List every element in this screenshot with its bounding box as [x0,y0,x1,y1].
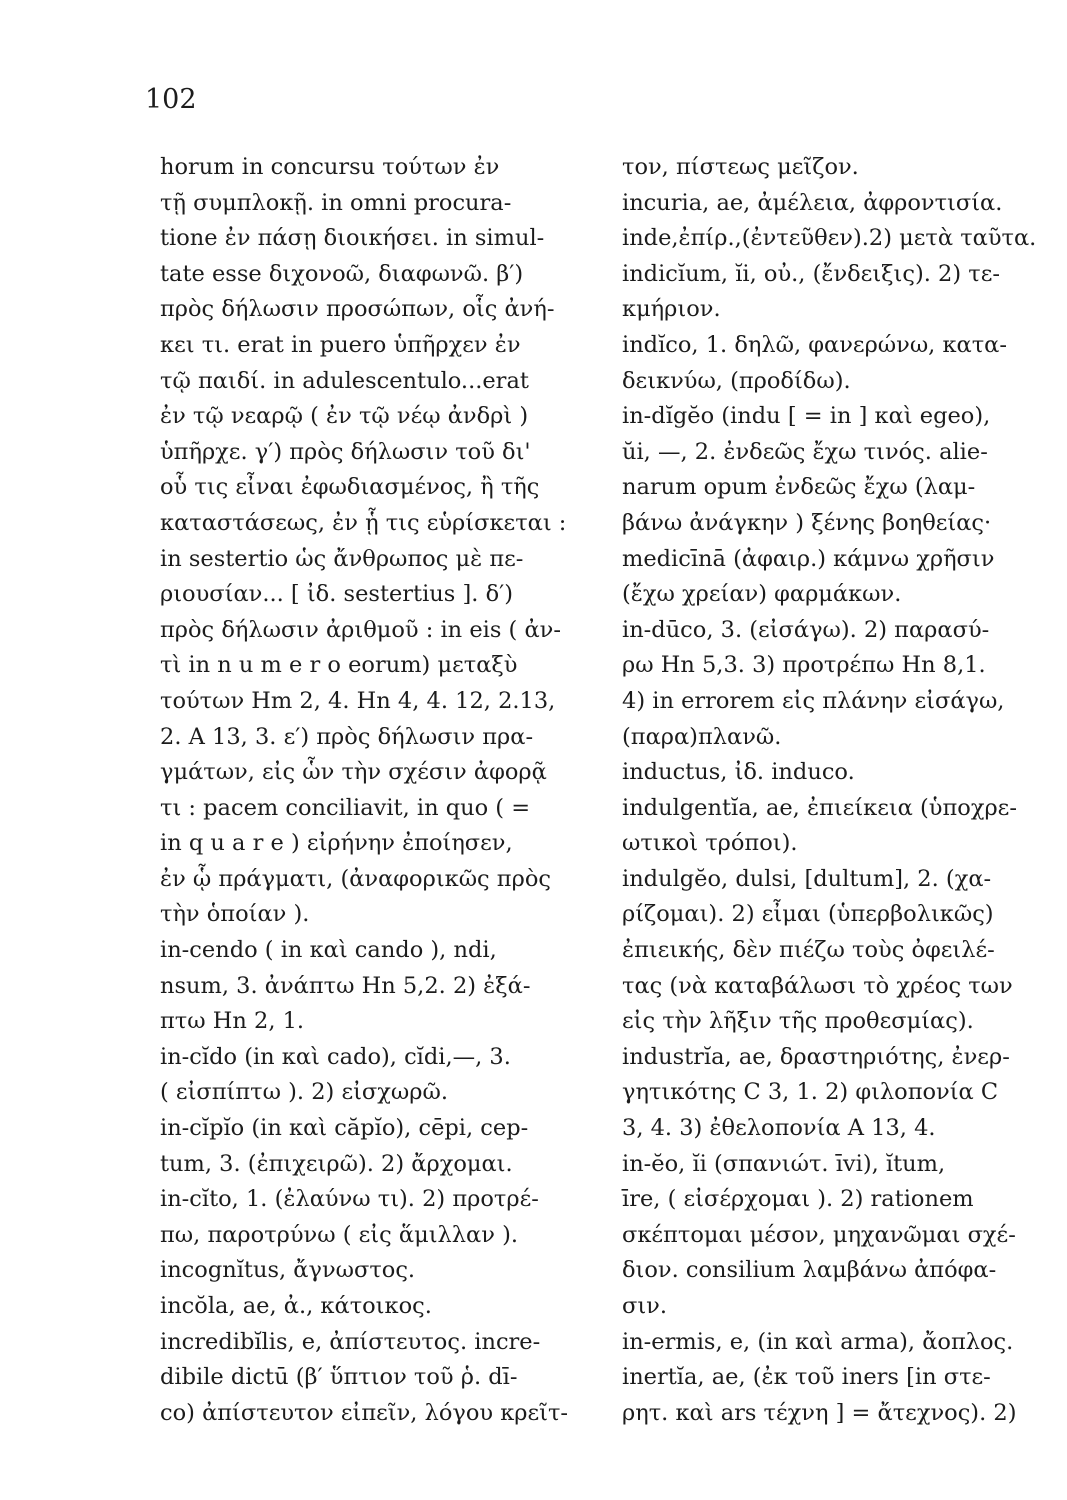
text-line: indĭco, 1. δηλῶ, φανερώνω, κατα- [622,331,1007,358]
left-column [160,150,600,1431]
text-line: σκέπτομαι μέσον, μηχανῶμαι σχέ- [622,1221,1016,1248]
page-number: 102 [145,84,197,115]
text-line: (ἔχω χρείαν) φαρμάκων. [622,581,902,608]
text-line: nsum, 3. ἀνάπτω Hn 5,2. 2) ἐξά- [160,972,531,999]
text-line: (παρα)πλανῶ. [622,723,782,750]
text-line: τας (νὰ καταβάλωσι τὸ χρέος των [622,972,1013,999]
text-line: τὴν ὁποίαν ). [160,901,310,928]
text-line: incŏla, ae, ἀ., κάτοικος. [160,1293,432,1319]
text-line: ρητ. καὶ ars τέχνη ] = ἄτεχνος). 2) [622,1399,1017,1426]
text-line: inde,ἐπίρ.,(ἐντεῦθεν).2) μετὰ ταῦτα. [622,225,1037,252]
text-line: πρὸς δήλωσιν ἀριθμοῦ : in eis ( ἀν- [160,616,561,643]
text-line: medicīnā (ἀφαιρ.) κάμνω χρῆσιν [622,545,995,572]
text-line: incredibĭlis, e, ἀπίστευτος. incre- [160,1328,541,1355]
text-line: in-dĭgĕo (indu [ = in ] καὶ egeo), [622,403,991,430]
text-line: ἐν ᾧ πράγματι, (ἀναφορικῶς πρὸς [160,865,551,892]
text-line: διον. consilium λαμβάνω ἀπόφα- [622,1257,997,1284]
text-line: καταστάσεως, ἐν ᾗ τις εὑρίσκεται : [160,509,567,536]
text-line: γμάτων, εἰς ὧν τὴν σχέσιν ἀφορᾷ [160,759,547,786]
text-line: γητικότης C 3, 1. 2) φιλοπονία C [622,1079,999,1106]
text-line: indulgĕo, dulsi, [dultum], 2. (χα- [622,865,992,892]
text-line: in-cĭdo (in καὶ cado), cĭdi,—, 3. [160,1043,511,1070]
text-line: ριουσίαν... [ ἰδ. sestertius ]. δ′) [160,581,514,608]
text-line: incuria, ae, ἀμέλεια, ἀφροντισία. [622,189,1003,216]
text-line: co) ἀπίστευτον εἰπεῖν, λόγου κρεῖτ- [160,1399,569,1426]
text-line: σιν. [622,1293,668,1319]
text-line: in sestertio ὡς ἄνθρωπος μὲ πε- [160,545,524,572]
text-line: ὑπῆρχε. γ′) πρὸς δήλωσιν τοῦ δι' [160,438,531,465]
text-line: τούτων Hm 2, 4. Hn 4, 4. 12, 2.13, [160,687,556,714]
right-column [622,150,1062,1431]
text-line: incognĭtus, ἄγνωστος. [160,1257,416,1284]
text-line: 3, 4. 3) ἐθελοπονία A 13, 4. [622,1115,936,1142]
text-line: 2. A 13, 3. ε′) πρὸς δήλωσιν πρα- [160,723,534,750]
text-line: industrĭa, ae, δραστηριότης, ἐνερ- [622,1043,1010,1070]
text-line: εἰς τὴν λῆξιν τῆς προθεσμίας). [622,1008,974,1035]
text-line: in-ĕo, ĭi (σπανιώτ. īvi), ĭtum, [622,1150,946,1177]
text-line: πω, παροτρύνω ( εἰς ἅμιλλαν ). [160,1221,519,1248]
text-line: in-dūco, 3. (εἰσάγω). 2) παρασύ- [622,616,990,643]
text-line: δεικνύω, (προδίδω). [622,367,851,394]
text-line: τῇ συμπλοκῇ. in omni procura- [160,189,512,216]
text-line: inductus, ἰδ. induco. [622,759,855,786]
text-line: ŭi, —, 2. ἐνδεῶς ἔχω τινός. alie- [622,438,988,465]
text-line: 4) in errorem εἰς πλάνην εἰσάγω, [622,687,1005,714]
text-line: tate esse διχονοῶ, διαφωνῶ. β′) [160,260,524,287]
text-line: in q u a r e ) εἰρήνην ἐποίησεν, [160,830,513,857]
text-line: horum in concursu τούτων ἐν [160,154,500,180]
text-line: ωτικοὶ τρόποι). [622,830,798,857]
text-line: πτω Hn 2, 1. [160,1008,305,1035]
text-line: tum, 3. (ἐπιχειρῶ). 2) ἄρχομαι. [160,1150,513,1177]
text-line: ἐπιεικής, δὲν πιέζω τοὺς ὀφειλέ- [622,937,995,964]
text-line: dibile dictū (β′ ὕπτιον τοῦ ῥ. dī- [160,1364,518,1391]
text-line: īre, ( εἰσέρχομαι ). 2) rationem [622,1186,974,1213]
text-line: τον, πίστεως μεῖζον. [622,154,859,180]
text-line: ἐν τῷ νεαρῷ ( ἐν τῷ νέῳ ἀνδρὶ ) [160,403,529,430]
text-line: τῷ παιδί. in adulescentulo...erat [160,367,529,394]
text-line: τὶ in n u m e r o eorum) μεταξὺ [160,652,518,679]
text-line: πρὸς δήλωσιν προσώπων, οἷς ἀνή- [160,296,555,323]
text-line: indicĭum, ĭi, οὐ., (ἔνδειξις). 2) τε- [622,260,1000,287]
text-line: κμήριον. [622,296,721,323]
text-line: τι : pacem conciliavit, in quo ( = [160,794,531,821]
text-line: κει τι. erat in puero ὑπῆρχεν ἐν [160,331,521,358]
text-line: οὗ τις εἶναι ἐφωδιασμένος, ἢ τῆς [160,474,540,501]
text-line: tione ἐν πάσῃ διοικήσει. in simul- [160,225,545,252]
text-line: βάνω ἀνάγκην ) ξένης βοηθείας· [622,509,992,536]
text-line: narum opum ἐνδεῶς ἔχω (λαμ- [622,474,976,501]
text-line: in-ermis, e, (in καὶ arma), ἄοπλος. [622,1328,1014,1355]
text-line: ρω Hn 5,3. 3) προτρέπω Hn 8,1. [622,652,986,679]
text-line: in-cĭpĭo (in καὶ căpĭo), cēpi, cep- [160,1115,529,1142]
text-line: ρίζομαι). 2) εἶμαι (ὑπερβολικῶς) [622,901,994,928]
text-line: indulgentĭa, ae, ἐπιείκεια (ὑποχρε- [622,794,1017,821]
text-line: inertĭa, ae, (ἐκ τοῦ iners [in στε- [622,1364,991,1391]
text-line: in-cĭto, 1. (ἐλαύνω τι). 2) προτρέ- [160,1186,539,1213]
text-line: ( εἰσπίπτω ). 2) εἰσχωρῶ. [160,1079,448,1106]
text-line: in-cendo ( in καὶ cando ), ndi, [160,937,497,964]
